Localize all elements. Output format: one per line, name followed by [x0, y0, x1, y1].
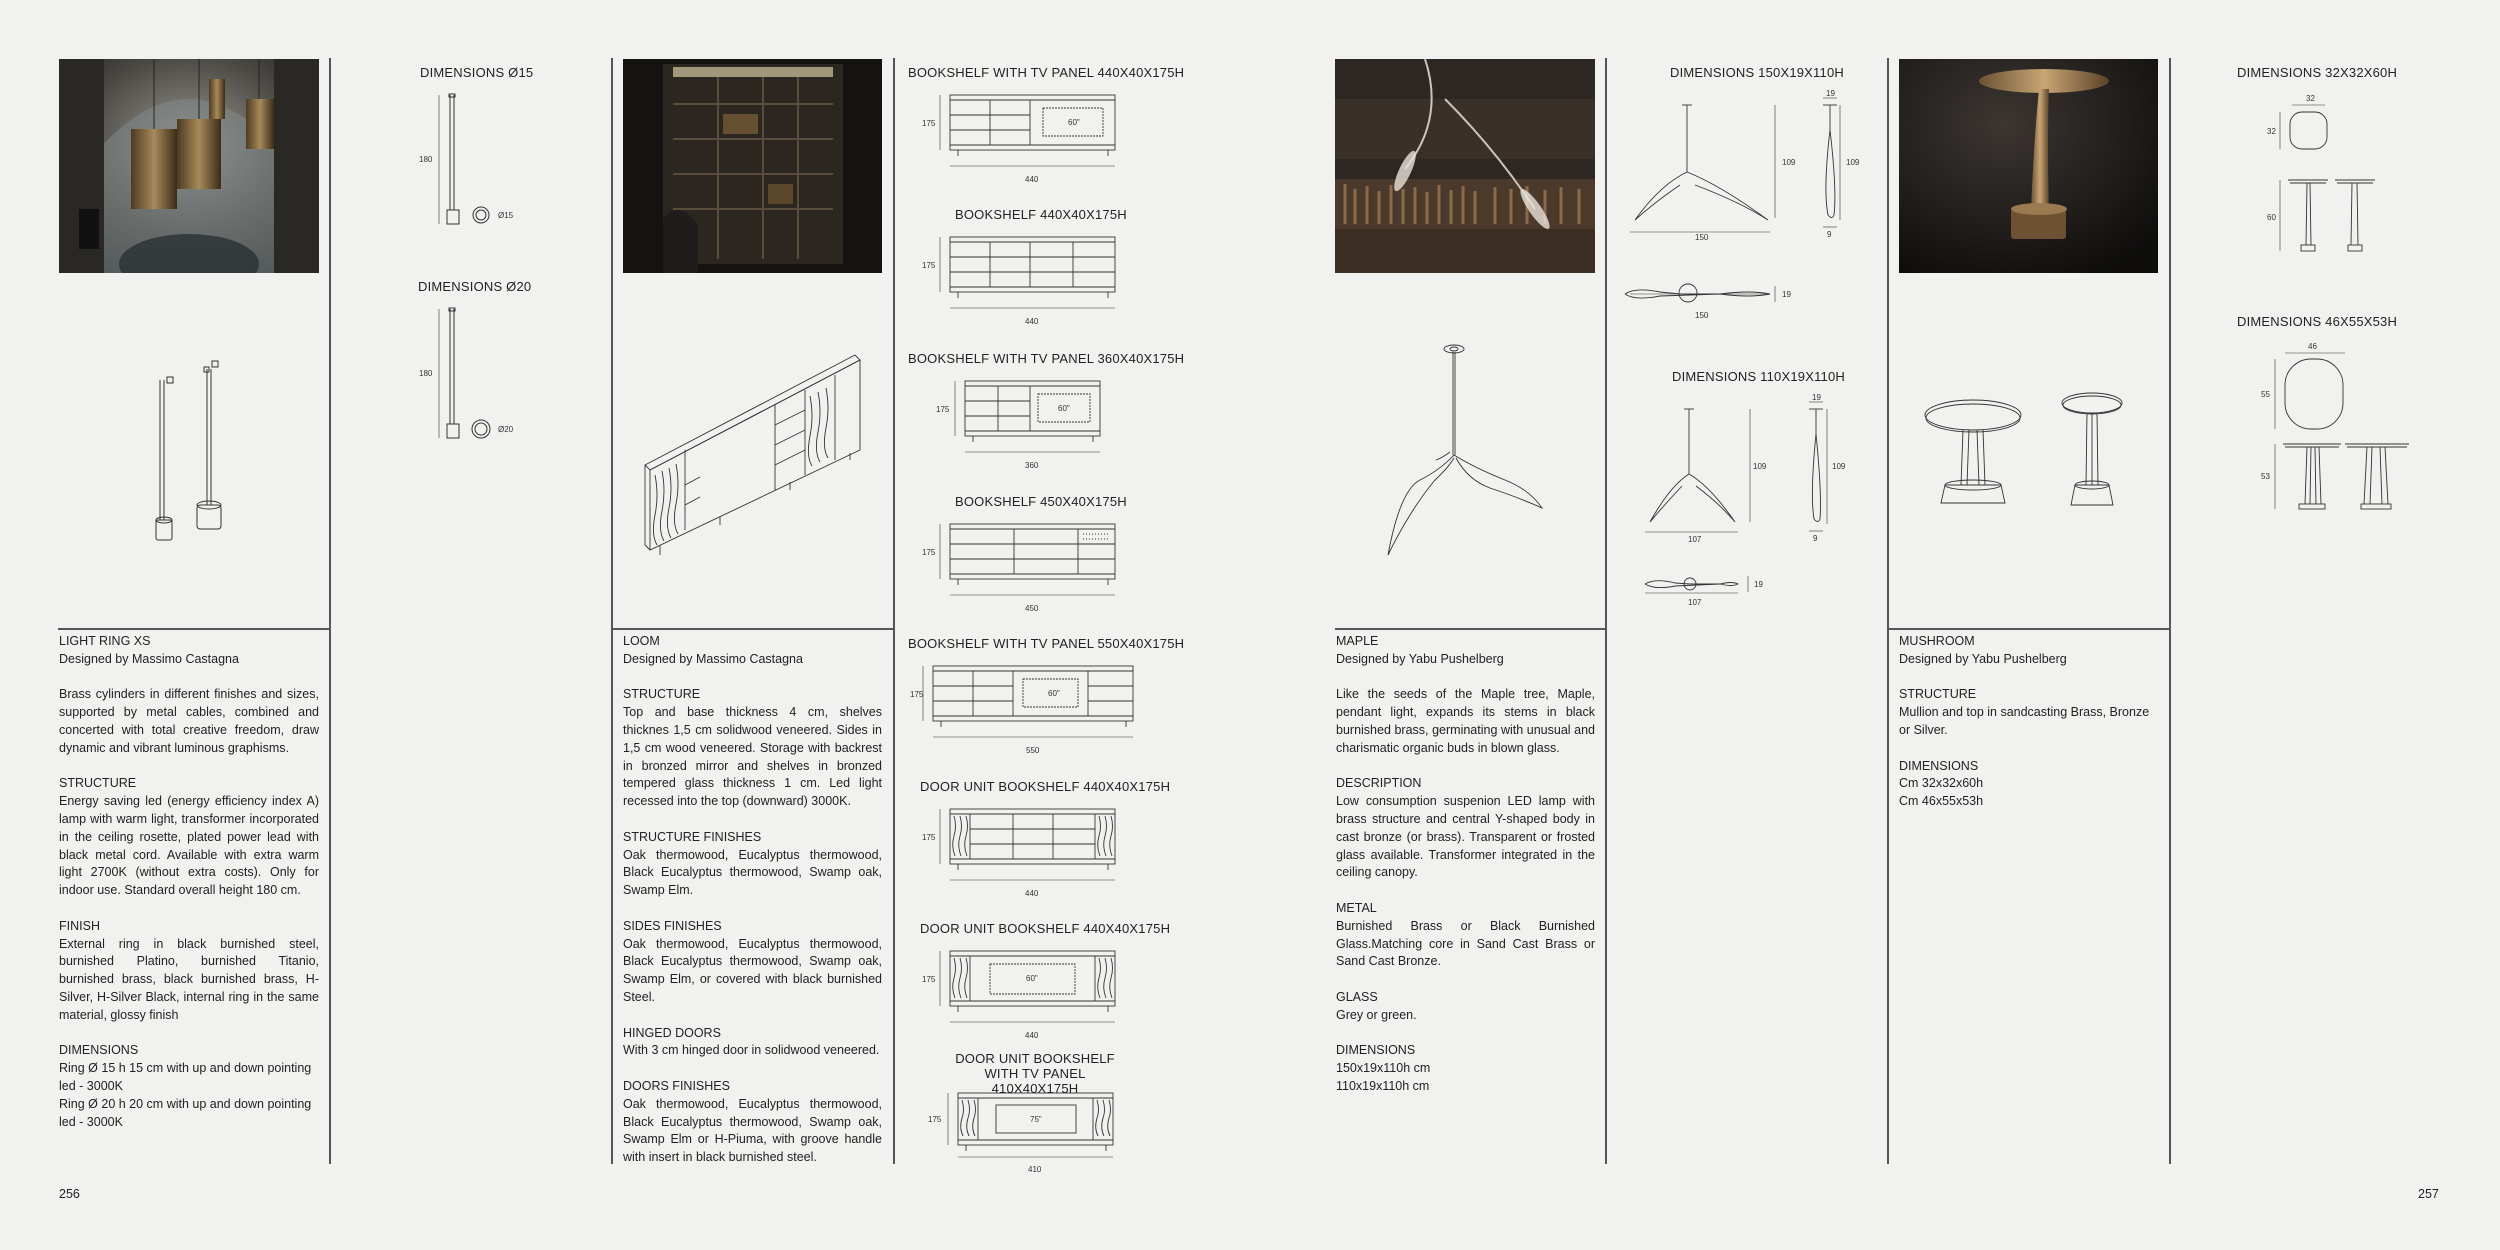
light-ring-d15-drawing [415, 90, 515, 235]
light-ring-d20-drawing [415, 304, 515, 449]
tv-size-label: 75" [1030, 1115, 1042, 1124]
config-title: BOOKSHELF WITH TV PANEL 360X40X175H [908, 351, 1185, 366]
section-heading: FINISH [59, 918, 100, 933]
dim-label: 440 [1025, 1031, 1039, 1040]
section-heading: SIDES FINISHES [623, 918, 722, 933]
column-divider [329, 58, 331, 1164]
config-drawing-door-440 [918, 804, 1118, 904]
config-title: DOOR UNIT BOOKSHELF WITH TV PANEL 410X40X175H [955, 1051, 1115, 1096]
section-heading: DESCRIPTION [1336, 776, 1422, 791]
section-heading: DIMENSIONS [59, 1043, 139, 1058]
light-ring-description [59, 633, 319, 1131]
maple-110-drawing [1620, 394, 1880, 614]
maple-drawing [1380, 340, 1560, 565]
designer: Designed by Yabu Pushelberg [1899, 651, 2067, 666]
dimensions-text: Cm 32x32x60h [1899, 776, 1984, 791]
intro-text: Like the seeds of the Maple tree, Maple, pendant light, expands its stems in black burnished brass, germinating with unusual and charismatic organic buds in blown glass. [1336, 687, 1595, 755]
section-heading: HINGED DOORS [623, 1025, 721, 1040]
dimensions-title-46: DIMENSIONS 46X55X53H [2237, 314, 2398, 329]
dim-label: 175 [936, 405, 950, 414]
dim-label: 107 [1688, 598, 1702, 607]
structure-text: Energy saving led (energy efficiency index A) lamp with warm light, transformer incorporated in the ceiling rosette, plated power lead with black metal cord. Available with extra warm light 2700K (without extra costs). Only for indoor use. Standard overall height 180 cm. [59, 794, 319, 898]
product-name: LOOM [623, 634, 660, 648]
column-divider [1605, 58, 1607, 1164]
mushroom-46-drawing [2255, 339, 2415, 514]
mushroom-32-drawing [2255, 90, 2385, 260]
section-heading: STRUCTURE [623, 687, 701, 702]
structure-text: Top and base thickness 4 cm, shelves thicknes 1,5 cm solidwood veneered. Sides in 1,5 cm wood veneered. Storage with backrest in bronzed mirror and shelves in bronzed tempered glass thickness 1 cm. Led light recessed into the top (downward) 3000K. [623, 705, 882, 809]
loom-photo [623, 59, 882, 273]
dim-label: 440 [1025, 175, 1039, 184]
dim-label: 180 [419, 369, 433, 378]
section-heading: STRUCTURE [1899, 687, 1977, 702]
config-drawing-door-tv-410 [918, 1090, 1118, 1190]
product-name: MAPLE [1336, 634, 1379, 648]
section-heading: DIMENSIONS [1899, 758, 1979, 773]
dim-label: Ø15 [498, 211, 514, 220]
dim-label: 550 [1026, 746, 1040, 755]
dimensions-text: 110x19x110h cm [1336, 1078, 1430, 1093]
metal-text: Burnished Brass or Black Burnished Glass.Matching core in Sand Cast Brass or Sand Cast Bronze. [1336, 918, 1595, 969]
column-divider [1887, 58, 1889, 1164]
section-heading: DOORS FINISHES [623, 1078, 730, 1093]
dim-label: 360 [1025, 461, 1039, 470]
dim-label: 180 [419, 155, 433, 164]
page-number-left: 256 [59, 1187, 80, 1201]
structure-text: Mullion and top in sandcasting Brass, Bronze or Silver. [1899, 705, 2150, 737]
config-drawing-440 [918, 232, 1118, 332]
light-ring-photo [59, 59, 319, 273]
dim-label: 32 [2306, 94, 2315, 103]
dim-label: 450 [1025, 604, 1039, 613]
column-divider [893, 58, 895, 1164]
dim-label: 440 [1025, 889, 1039, 898]
mushroom-photo [1899, 59, 2158, 273]
maple-photo [1335, 59, 1595, 273]
config-drawing-tv-440 [918, 90, 1118, 190]
loom-perspective-drawing [640, 350, 865, 555]
tv-size-label: 60" [1068, 118, 1080, 127]
dim-label: 19 [1812, 393, 1821, 402]
tv-size-label: 60" [1048, 689, 1060, 698]
section-rule [1887, 628, 2169, 630]
dim-label: 175 [922, 548, 936, 557]
dimensions-text: Ring Ø 15 h 15 cm with up and down pointing led - 3000K [59, 1061, 312, 1093]
hinged-doors-text: With 3 cm hinged door in solidwood veneered. [623, 1043, 880, 1058]
dim-label: 19 [1754, 580, 1763, 589]
dimensions-text: Ring Ø 20 h 20 cm with up and down pointing led - 3000K [59, 1096, 312, 1129]
mushroom-description [1899, 633, 2159, 811]
dim-label: 109 [1846, 158, 1860, 167]
dim-label: 440 [1025, 317, 1039, 326]
dim-label: 46 [2308, 342, 2317, 351]
section-rule [611, 628, 893, 630]
dim-label: 175 [922, 833, 936, 842]
dim-label: 109 [1782, 158, 1796, 167]
maple-150-drawing [1620, 90, 1880, 325]
dim-label: 9 [1827, 230, 1832, 239]
dim-label: 150 [1695, 311, 1709, 320]
description-text: Low consumption suspenion LED lamp with brass structure and central Y-shaped body in cast bronze (or brass). Transparent or frosted glass available. Transformer integrated in the ceiling canopy. [1336, 794, 1595, 880]
section-heading: STRUCTURE [59, 776, 137, 791]
finish-text: External ring in black burnished steel, burnished Platino, burnished Titanio, burnished brass, black burnished brass, H-Silver, H-Silver Black, internal ring in the same material, glossy finish [59, 936, 319, 1022]
dimensions-title-d15: DIMENSIONS Ø15 [420, 65, 534, 80]
dim-label: 109 [1753, 462, 1767, 471]
designer: Designed by Massimo Castagna [59, 651, 239, 666]
config-drawing-tv-550 [908, 661, 1138, 761]
dim-label: 32 [2267, 127, 2276, 136]
intro-text: Brass cylinders in different finishes and sizes, supported by metal cables, combined and concerted with total creative freedom, draw dynamic and vibrant luminous graphisms. [59, 687, 319, 755]
dim-label: 175 [928, 1115, 942, 1124]
dim-label: 9 [1813, 534, 1818, 543]
dim-label: Ø20 [498, 425, 514, 434]
config-title: BOOKSHELF 440X40X175H [955, 207, 1127, 222]
tv-size-label: 60" [1058, 404, 1070, 413]
dimensions-text: Cm 46x55x53h [1899, 794, 1984, 809]
column-divider [611, 58, 613, 1164]
dim-label: 175 [922, 119, 936, 128]
section-rule [58, 628, 329, 630]
dimensions-text: 150x19x110h cm [1336, 1061, 1431, 1076]
section-heading: DIMENSIONS [1336, 1043, 1416, 1058]
dimensions-title-110: DIMENSIONS 110X19X110H [1672, 369, 1845, 384]
section-rule [1335, 628, 1605, 630]
config-title: BOOKSHELF 450X40X175H [955, 494, 1127, 509]
config-drawing-450 [918, 519, 1118, 619]
config-title: DOOR UNIT BOOKSHELF 440X40X175H [920, 779, 1171, 794]
config-title: BOOKSHELF WITH TV PANEL 550X40X175H [908, 636, 1185, 651]
dim-label: 109 [1832, 462, 1846, 471]
config-drawing-door-tv-440 [918, 946, 1118, 1046]
page-number-right: 257 [2418, 1187, 2439, 1201]
column-divider [2169, 58, 2171, 1164]
product-name: LIGHT RING XS [59, 634, 151, 648]
dim-label: 150 [1695, 233, 1709, 242]
section-heading: STRUCTURE FINISHES [623, 829, 762, 844]
light-ring-drawing [150, 355, 230, 545]
dim-label: 410 [1028, 1165, 1042, 1174]
dim-label: 60 [2267, 213, 2276, 222]
dim-label: 175 [910, 690, 924, 699]
tv-size-label: 60" [1026, 974, 1038, 983]
dim-label: 107 [1688, 535, 1702, 544]
dimensions-title-32: DIMENSIONS 32X32X60H [2237, 65, 2398, 80]
config-title: DOOR UNIT BOOKSHELF 440X40X175H [920, 921, 1171, 936]
config-drawing-tv-360 [918, 376, 1118, 476]
structure-finishes-text: Oak thermowood, Eucalyptus thermowood, Black Eucalyptus thermowood, Swamp oak, Swamp Elm. [623, 847, 882, 898]
dim-label: 55 [2261, 390, 2270, 399]
dim-label: 19 [1826, 89, 1835, 98]
doors-finishes-text: Oak thermowood, Eucalyptus thermowood, Black Eucalyptus thermowood, Swamp oak, Swamp Elm or H-Piuma, with groove handle with insert in black burnished steel. [623, 1096, 882, 1165]
section-heading: METAL [1336, 900, 1377, 915]
sides-finishes-text: Oak thermowood, Eucalyptus thermowood, Black Eucalyptus thermowood, Swamp oak, Swamp Elm, or covered with black burnished Steel. [623, 936, 882, 1004]
maple-description [1336, 633, 1595, 1096]
dim-label: 175 [922, 975, 936, 984]
product-name: MUSHROOM [1899, 634, 1975, 648]
dimensions-title-150: DIMENSIONS 150X19X110H [1670, 65, 1844, 80]
loom-description [623, 633, 882, 1167]
designer: Designed by Massimo Castagna [623, 651, 803, 666]
dimensions-title-d20: DIMENSIONS Ø20 [418, 279, 532, 294]
dim-label: 19 [1782, 290, 1791, 299]
dim-label: 175 [922, 261, 936, 270]
designer: Designed by Yabu Pushelberg [1336, 651, 1504, 666]
mushroom-drawing [1925, 385, 2135, 520]
config-title: BOOKSHELF WITH TV PANEL 440X40X175H [908, 65, 1185, 80]
section-heading: GLASS [1336, 989, 1378, 1004]
glass-text: Grey or green. [1336, 1007, 1417, 1022]
dim-label: 53 [2261, 472, 2270, 481]
